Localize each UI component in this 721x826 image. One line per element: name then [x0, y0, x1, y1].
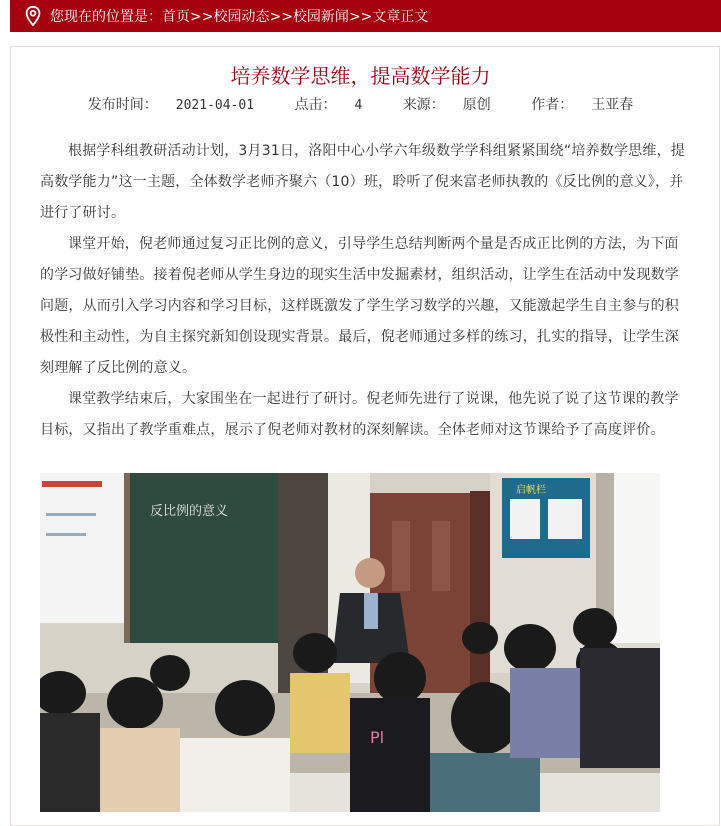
source-value: 原创	[462, 97, 491, 113]
location-bar	[10, 0, 721, 32]
author-value: 王亚春	[591, 97, 634, 113]
blackboard-text: 反比例的意义	[150, 504, 229, 519]
breadcrumb-item-home[interactable]: 首页	[162, 9, 190, 25]
publish-date-value: 2021-04-01	[175, 98, 255, 113]
article-author	[522, 97, 642, 113]
classroom-photo-illustration	[40, 473, 660, 812]
article-paragraph: 课堂开始，倪老师通过复习正比例的意义，引导学生总结判断两个量是否成正比例的方法，为下面的学习做好铺垫。接着倪老师从学生身边的现实生活中发掘素材，组织活动，让学生在活动中发现数学问题，从而引入学习内容和学习目标，这样既激发了学生学习数学的兴趣，又能激起学生自主参与的积极性和主动性，为自主探究新知创设现实背景。最后，倪老师通过多样的练习，扎实的指导，让学生深刻理解了反比例的意义。	[40, 236, 679, 376]
publish-date-label: 发布时间：	[87, 97, 158, 113]
breadcrumb-separator: >>	[269, 9, 293, 25]
publish-date	[79, 97, 263, 113]
hit-count-value: 4	[354, 98, 363, 113]
breadcrumb-item-campus-activity[interactable]: 校园动态	[213, 9, 270, 25]
breadcrumb-separator: >>	[348, 9, 373, 25]
article-paragraph: 课堂教学结束后，大家围坐在一起进行了研讨。倪老师先进行了说课，他先说了说了这节课的教学目标，又指出了教学重难点，展示了倪老师对教材的深刻解读。全体老师对这节课给予了高度评价。	[40, 391, 679, 438]
classroom-photo	[40, 473, 660, 812]
shirt-print: Pl	[370, 728, 385, 747]
source-label: 来源：	[402, 97, 445, 113]
breadcrumb-item-campus-news[interactable]: 校园新闻	[292, 9, 349, 25]
hit-count-label: 点击：	[294, 97, 337, 113]
article-body	[40, 136, 690, 446]
map-pin-icon	[22, 5, 44, 27]
breadcrumb	[50, 6, 428, 26]
author-label: 作者：	[531, 97, 574, 113]
breadcrumb-prefix: 您现在的位置是：	[50, 9, 162, 25]
breadcrumb-separator: >>	[190, 9, 214, 25]
poster-text: 启帆栏	[516, 485, 546, 496]
hit-count	[286, 97, 372, 113]
article-title: 培养数学思维，提高数学能力	[230, 64, 491, 88]
article-paragraph: 根据学科组教研活动计划，3月31日，洛阳中心小学六年级数学学科组紧紧围绕“培养数学思维，提高数学能力”这一主题，全体数学老师齐聚六（10）班，聆听了倪来富老师执教的《反比例的意义》，并进行了研讨。	[40, 143, 685, 221]
breadcrumb-item-article: 文章正文	[372, 9, 429, 25]
article-meta	[0, 94, 721, 114]
article-source	[394, 97, 500, 113]
